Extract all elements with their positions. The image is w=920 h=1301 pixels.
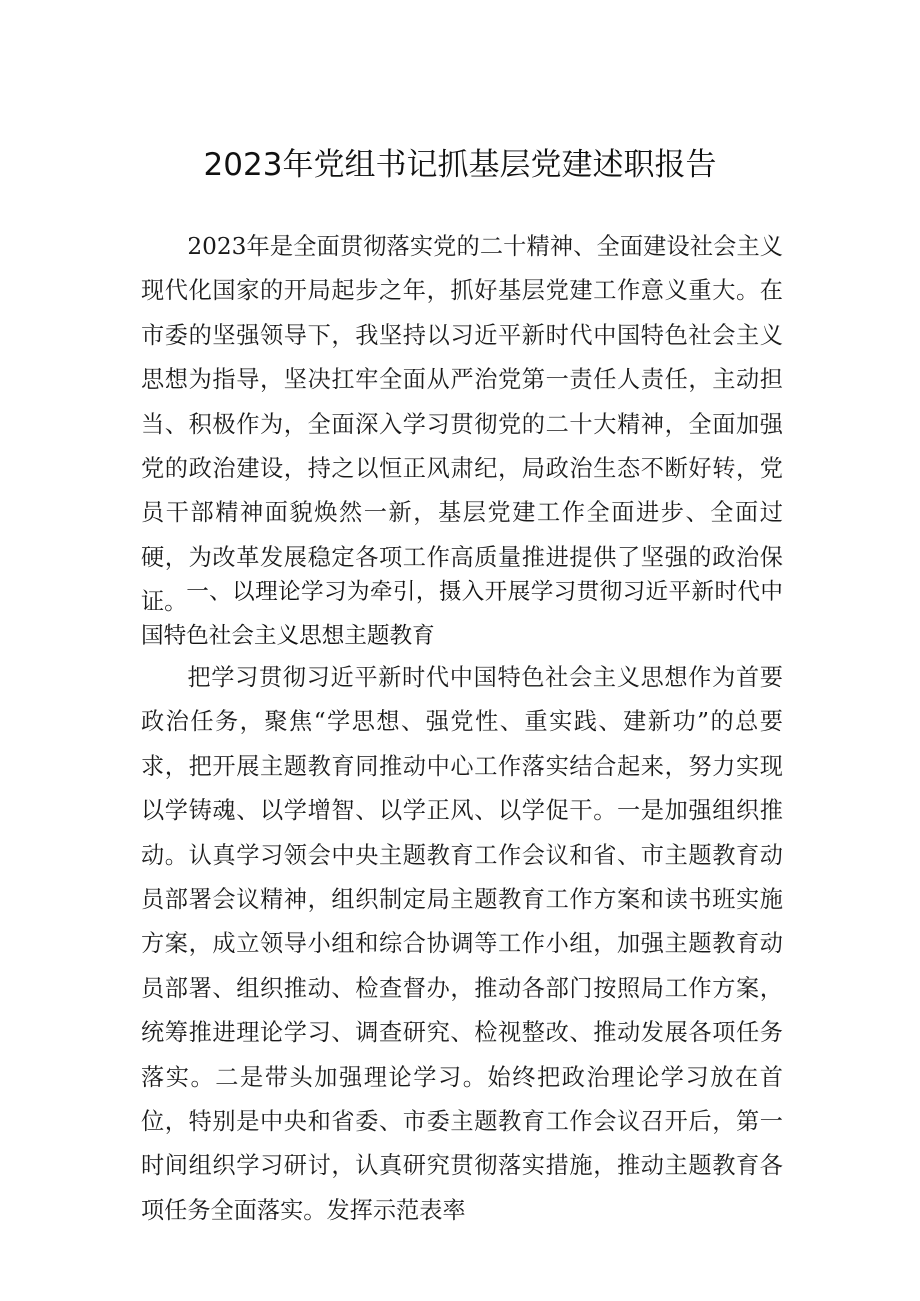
section-1-paragraph: 把学习贯彻习近平新时代中国特色社会主义思想作为首要政治任务，聚焦“学思想、强党性、重实践、建新功”的总要求，把开展主题教育同推动中心工作落实结合起来，努力实现以学铸魂、以学增智、以学正风、以学促干。一是加强组织推动。认真学习领会中央主题教育工作会议和省、市主题教育动员部署会议精神，组织制定局主题教育工作方案和读书班实施方案，成立领导小组和综合协调等工作小组，加强主题教育动员部署、组织推动、检查督办，推动各部门按照局工作方案，统筹推进理论学习、调查研究、检视整改、推动发展各项任务落实。二是带头加强理论学习。始终把政治理论学习放在首位，特别是中央和省委、市委主题教育工作会议召开后，第一时间组织学习研讨，认真研究贯彻落实措施，推动主题教育各项任务全面落实。发挥示范表率 — [141, 664, 783, 1224]
intro-paragraph: 2023年是全面贯彻落实党的二十精神、全面建设社会主义现代化国家的开局起步之年，抓好基层党建工作意义重大。在市委的坚强领导下，我坚持以习近平新时代中国特色社会主义思想为指导，坚决扛牢全面从严治党第一责任人责任，主动担当、积极作为，全面深入学习贯彻党的二十大精神，全面加强党的政治建设，持之以恒正风肃纪，局政治生态不断好转，党员干部精神面貌焕然一新，基层党建工作全面进步、全面过硬，为改革发展稳定各项工作高质量推进提供了坚强的政治保证。 — [141, 233, 783, 616]
section-heading-1: 一、以理论学习为牵引，摄入开展学习贯彻习近平新时代中国特色社会主义思想主题教育 — [141, 579, 783, 649]
document-title: 2023年党组书记抓基层党建述职报告 — [203, 146, 717, 183]
